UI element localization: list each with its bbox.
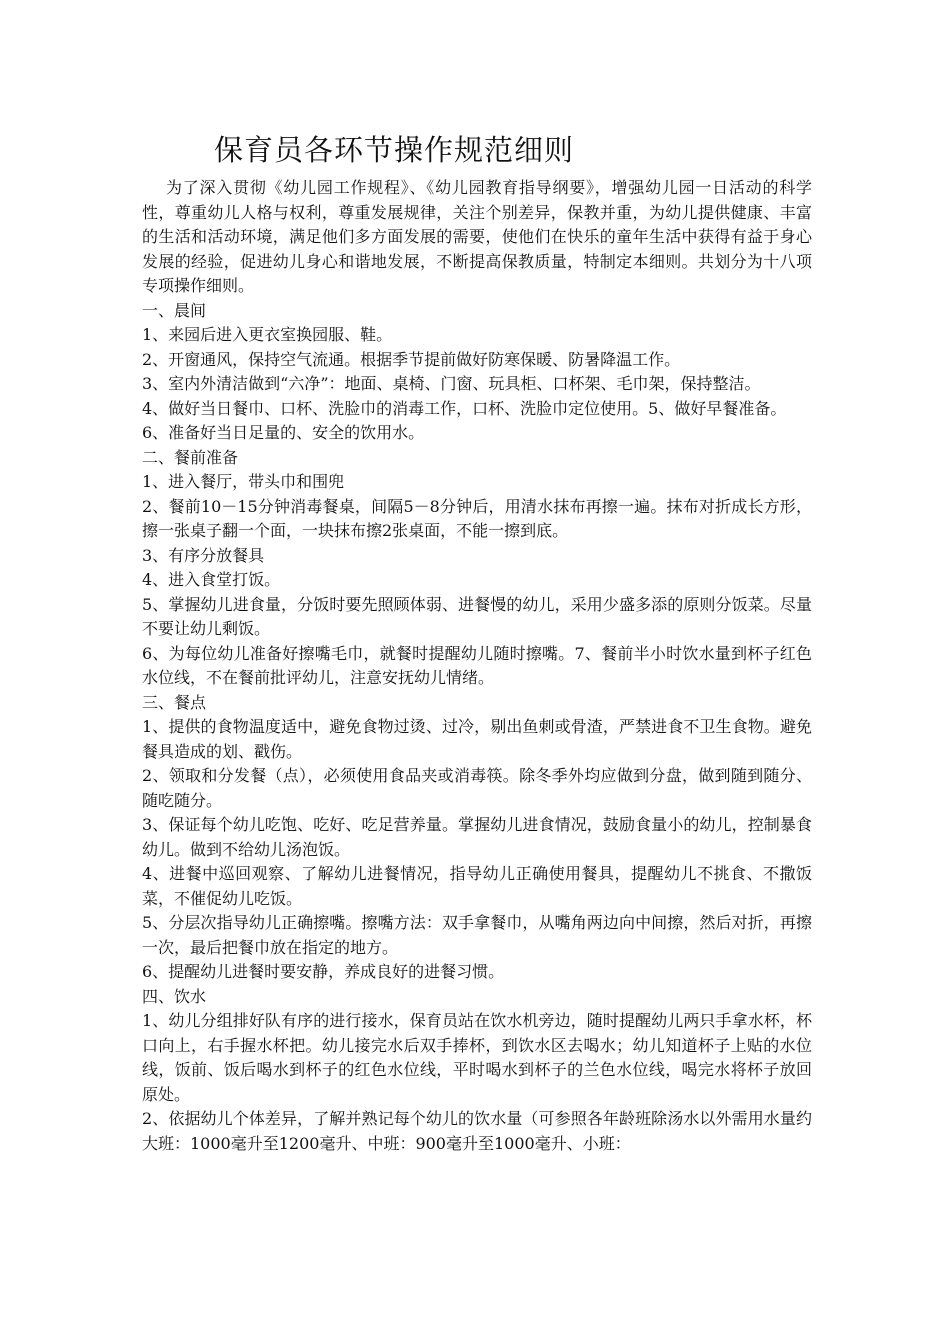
section-heading-pre-meal: 二、餐前准备 bbox=[142, 447, 239, 467]
paragraph: 5、分层次指导幼儿正确擦嘴。擦嘴方法：双手拿餐巾，从嘴角两边向中间擦，然后对折，再擦一次，最后把餐巾放在指定的地方。 bbox=[142, 913, 812, 957]
paragraph: 6、为每位幼儿准备好擦嘴毛巾，就餐时提醒幼儿随时擦嘴。7、餐前半小时饮水量到杯子红色水位线，不在餐前批评幼儿，注意安抚幼儿情绪。 bbox=[142, 643, 812, 687]
document-page bbox=[142, 130, 812, 1156]
paragraph: 2、开窗通风，保持空气流通。根据季节提前做好防寒保暖、防暑降温工作。 bbox=[142, 349, 681, 369]
paragraph: 1、来园后进入更衣室换园服、鞋。 bbox=[142, 325, 393, 344]
section-heading-morning: 一、晨间 bbox=[142, 300, 207, 320]
paragraph: 3、有序分放餐具 bbox=[142, 545, 265, 565]
paragraph: 4、进入食堂打饭。 bbox=[142, 570, 281, 589]
document-title: 保育员各环节操作规范细则 bbox=[214, 133, 575, 167]
paragraph: 2、餐前10－15分钟消毒餐桌，间隔5－8分钟后，用清水抹布再擦一遍。抹布对折成长方形，擦一张桌子翻一个面，一块抹布擦2张桌面，不能一擦到底。 bbox=[142, 496, 812, 540]
paragraph: 4、做好当日餐巾、口杯、洗脸巾的消毒工作，口杯、洗脸巾定位使用。5、做好早餐准备。 bbox=[142, 398, 787, 418]
paragraph: 2、领取和分发餐（点），必须使用食品夹或消毒筷。除冬季外均应做到分盘，做到随到随分、随吃随分。 bbox=[142, 766, 812, 810]
paragraph: 6、提醒幼儿进餐时要安静，养成良好的进餐习惯。 bbox=[142, 962, 505, 981]
section-heading-drinking: 四、饮水 bbox=[142, 986, 207, 1006]
paragraph: 3、保证每个幼儿吃饱、吃好、吃足营养量。掌握幼儿进食情况，鼓励食量小的幼儿，控制暴食幼儿。做到不给幼儿汤泡饭。 bbox=[142, 815, 812, 859]
paragraph: 1、幼儿分组排好队有序的进行接水，保育员站在饮水机旁边，随时提醒幼儿两只手拿水杯，杯口向上，右手握水杯把。幼儿接完水后双手捧杯，到饮水区去喝水；幼儿知道杯子上贴的水位线，饭前、饭后喝水到杯子的红色水位线，平时喝水到杯子的兰色水位线，喝完水将杯子放回原处。 bbox=[142, 1011, 812, 1104]
paragraph: 5、掌握幼儿进食量，分饭时要先照顾体弱、进餐慢的幼儿，采用少盛多添的原则分饭菜。尽量不要让幼儿剩饭。 bbox=[142, 594, 812, 638]
paragraph: 2、依据幼儿个体差异，了解并熟记每个幼儿的饮水量（可参照各年龄班除汤水以外需用水量约大班：1000毫升至1200毫升、中班：900毫升至1000毫升、小班： bbox=[142, 1109, 812, 1153]
intro-paragraph: 为了深入贯彻《幼儿园工作规程》、《幼儿园教育指导纲要》，增强幼儿园一日活动的科学性，尊重幼儿人格与权利，尊重发展规律，关注个别差异，保教并重，为幼儿提供健康、丰富的生活和活动环境，满足他们多方面发展的需要，使他们在快乐的童年生活中获得有益于身心发展的经验，促进幼儿身心和谐地发展，不断提高保教质量，特制定本细则。共划分为十八项专项操作细则。 bbox=[142, 178, 812, 295]
paragraph: 1、进入餐厅，带头巾和围兜 bbox=[142, 472, 345, 491]
paragraph: 6、准备好当日足量的、安全的饮用水。 bbox=[142, 423, 425, 442]
paragraph: 3、室内外清洁做到“六净”：地面、桌椅、门窗、玩具柜、口杯架、毛巾架，保持整洁。 bbox=[142, 374, 761, 393]
section-heading-meals: 三、餐点 bbox=[142, 692, 207, 712]
paragraph: 1、提供的食物温度适中，避免食物过烫、过冷，剔出鱼刺或骨渣，严禁进食不卫生食物。避免餐具造成的划、戳伤。 bbox=[142, 717, 812, 761]
paragraph: 4、进餐中巡回观察、了解幼儿进餐情况，指导幼儿正确使用餐具，提醒幼儿不挑食、不撒饭菜，不催促幼儿吃饭。 bbox=[142, 864, 812, 908]
